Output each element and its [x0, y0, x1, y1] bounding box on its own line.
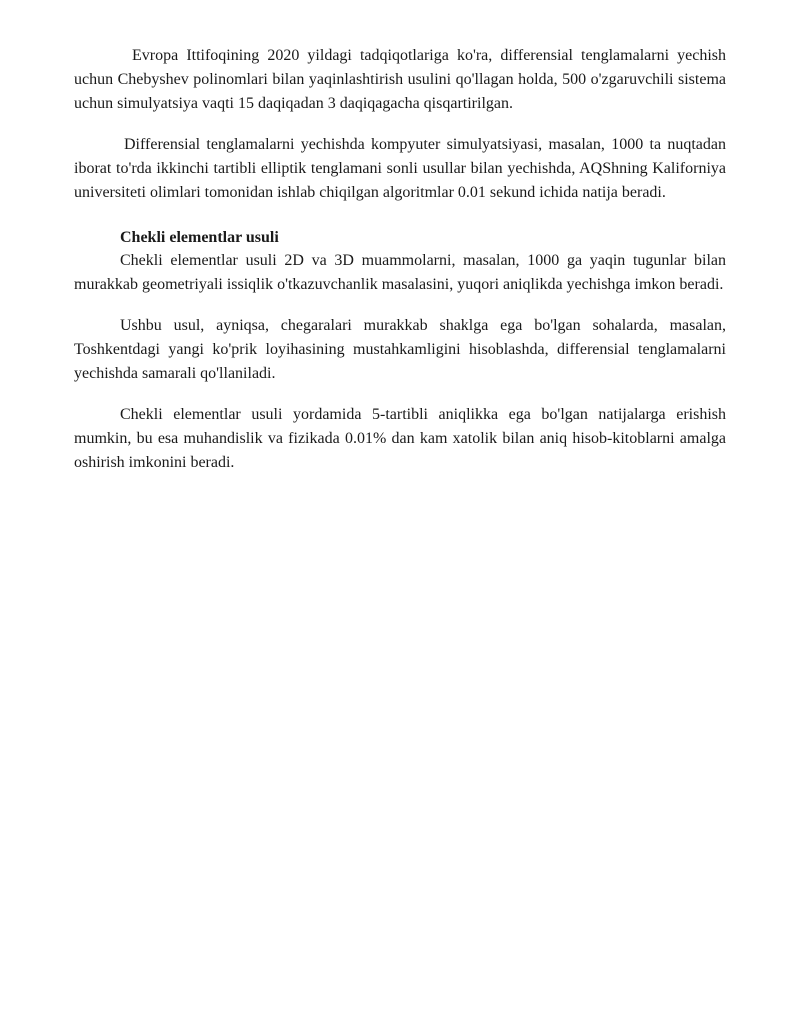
- paragraph-fem-intro: Chekli elementlar usuli 2D va 3D muammolarni, masalan, 1000 ga yaqin tugunlar bilan murakkab geometriyali issiqlik o'tkazuvchanlik masalasini, yuqori aniqlikda yechishga imkon beradi.: [74, 252, 726, 293]
- paragraph-eu-research: Evropa Ittifoqining 2020 yildagi tadqiqotlariga ko'ra, differensial tenglamalarni yechish uchun Chebyshev polinomlari bilan yaqinlashtirish usulini qo'llagan holda, 500 o'zgaruvchili sistema uchun simulyatsiya vaqti 15 daqiqadan 3 daqiqagacha qisqartirilgan.: [74, 47, 726, 112]
- section-heading: Chekli elementlar usuli: [120, 229, 279, 246]
- document-page: [74, 44, 726, 492]
- paragraph-fem-application: Ushbu usul, ayniqsa, chegaralari murakkab shaklga ega bo'lgan sohalarda, masalan, Toshkentdagi yangi ko'prik loyihasining mustahkamligini hisoblashda, differensial tenglamalarni yechishda samarali qo'llaniladi.: [74, 317, 726, 382]
- paragraph-fem-accuracy: Chekli elementlar usuli yordamida 5-tartibli aniqlikka ega bo'lgan natijalarga erishish mumkin, bu esa muhandislik va fizikada 0.01% dan kam xatolik bilan aniq hisob-kitoblarni amalga oshirish imkonini beradi.: [74, 406, 726, 471]
- paragraph-computer-simulation: Differensial tenglamalarni yechishda kompyuter simulyatsiyasi, masalan, 1000 ta nuqtadan iborat to'rda ikkinchi tartibli elliptik tenglamani sonli usullar bilan yechishda, AQShning Kaliforniya universiteti olimlari tomonidan ishlab chiqilgan algoritmlar 0.01 sekund ichida natija beradi.: [74, 136, 726, 201]
